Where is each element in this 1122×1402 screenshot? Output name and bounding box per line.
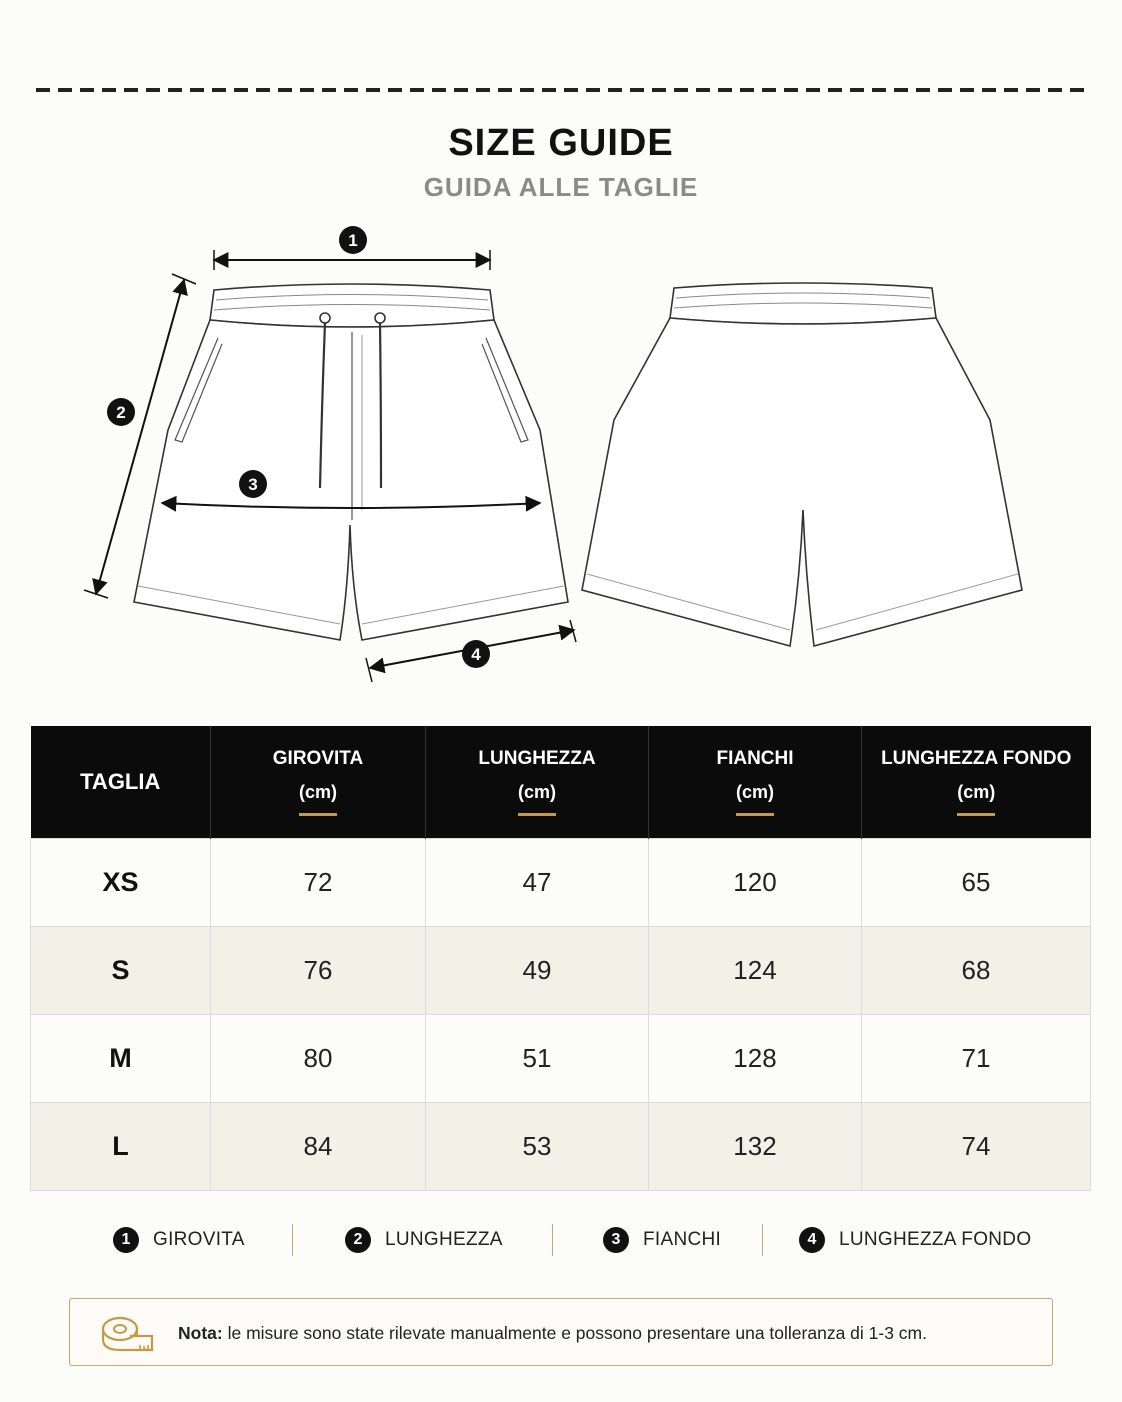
header-unit: (cm)	[298, 782, 337, 802]
header-unit: (cm)	[735, 782, 774, 802]
page-subtitle: GUIDA ALLE TAGLIE	[423, 172, 699, 202]
gold-underline	[957, 813, 995, 816]
header-unit: (cm)	[957, 782, 996, 802]
legend-label: LUNGHEZZA	[385, 1229, 503, 1250]
lunghezza-fondo-cell: 74	[862, 1103, 1091, 1191]
number-badge-icon: 1	[113, 1227, 139, 1253]
fianchi-cell: 124	[649, 927, 862, 1015]
legend-divider	[292, 1224, 293, 1256]
legend-label: GIROVITA	[153, 1229, 245, 1250]
note-text: Nota: le misure sono state rilevate manualmente e possono presentare una tolleranza di 1-3 cm.	[178, 1323, 927, 1343]
svg-text:3: 3	[248, 475, 258, 494]
girovita-cell: 72	[211, 839, 426, 927]
header-taglia: TAGLIA	[31, 726, 211, 839]
legend-divider	[552, 1224, 553, 1256]
size-table	[30, 726, 1091, 1191]
lunghezza-cell: 51	[426, 1015, 649, 1103]
gold-underline	[518, 813, 556, 816]
header-lunghezza-fondo: LUNGHEZZA FONDO (cm)	[862, 726, 1091, 839]
number-badge-icon: 3	[603, 1227, 629, 1253]
size-cell: XS	[31, 839, 211, 927]
size-cell: L	[31, 1103, 211, 1191]
girovita-cell: 84	[211, 1103, 426, 1191]
legend-item-girovita	[113, 1222, 245, 1258]
size-cell: M	[31, 1015, 211, 1103]
page-title: SIZE GUIDE	[448, 122, 674, 164]
girovita-cell: 76	[211, 927, 426, 1015]
legend-label: LUNGHEZZA FONDO	[839, 1229, 1032, 1250]
legend-item-lunghezza-fondo	[799, 1222, 1031, 1258]
back-shorts-drawing	[582, 283, 1022, 646]
number-badge-icon: 4	[799, 1227, 825, 1253]
gold-underline	[299, 813, 337, 816]
lunghezza-cell: 49	[426, 927, 649, 1015]
note-box	[69, 1298, 1053, 1366]
marker-3	[239, 470, 267, 498]
lunghezza-cell: 47	[426, 839, 649, 927]
table-row	[31, 839, 1091, 927]
svg-text:2: 2	[116, 403, 126, 422]
fianchi-cell: 132	[649, 1103, 862, 1191]
table-header-row	[31, 726, 1091, 839]
lunghezza-fondo-cell: 65	[862, 839, 1091, 927]
lunghezza-fondo-cell: 68	[862, 927, 1091, 1015]
svg-text:1: 1	[348, 231, 358, 250]
header-girovita: GIROVITA (cm)	[211, 726, 426, 839]
table-row	[31, 927, 1091, 1015]
measurement-legend	[0, 1222, 1122, 1258]
header-unit: (cm)	[517, 782, 556, 802]
header-fianchi: FIANCHI (cm)	[649, 726, 862, 839]
marker-4	[462, 640, 490, 668]
shorts-diagram	[0, 210, 1122, 690]
table-row	[31, 1103, 1091, 1191]
lunghezza-cell: 53	[426, 1103, 649, 1191]
dashed-divider	[36, 88, 1086, 92]
girovita-cell: 80	[211, 1015, 426, 1103]
gold-underline	[736, 813, 774, 816]
marker-1	[339, 226, 367, 254]
legend-divider	[762, 1224, 763, 1256]
svg-text:4: 4	[471, 645, 481, 664]
header-lunghezza: LUNGHEZZA (cm)	[426, 726, 649, 839]
marker-2	[107, 398, 135, 426]
lunghezza-fondo-cell: 71	[862, 1015, 1091, 1103]
legend-item-fianchi	[603, 1222, 721, 1258]
size-cell: S	[31, 927, 211, 1015]
legend-label: FIANCHI	[643, 1229, 722, 1250]
front-shorts-drawing	[134, 284, 568, 640]
legend-item-lunghezza	[345, 1222, 503, 1258]
measuring-tape-icon	[100, 1309, 154, 1357]
table-row	[31, 1015, 1091, 1103]
fianchi-cell: 120	[649, 839, 862, 927]
fianchi-cell: 128	[649, 1015, 862, 1103]
number-badge-icon: 2	[345, 1227, 371, 1253]
